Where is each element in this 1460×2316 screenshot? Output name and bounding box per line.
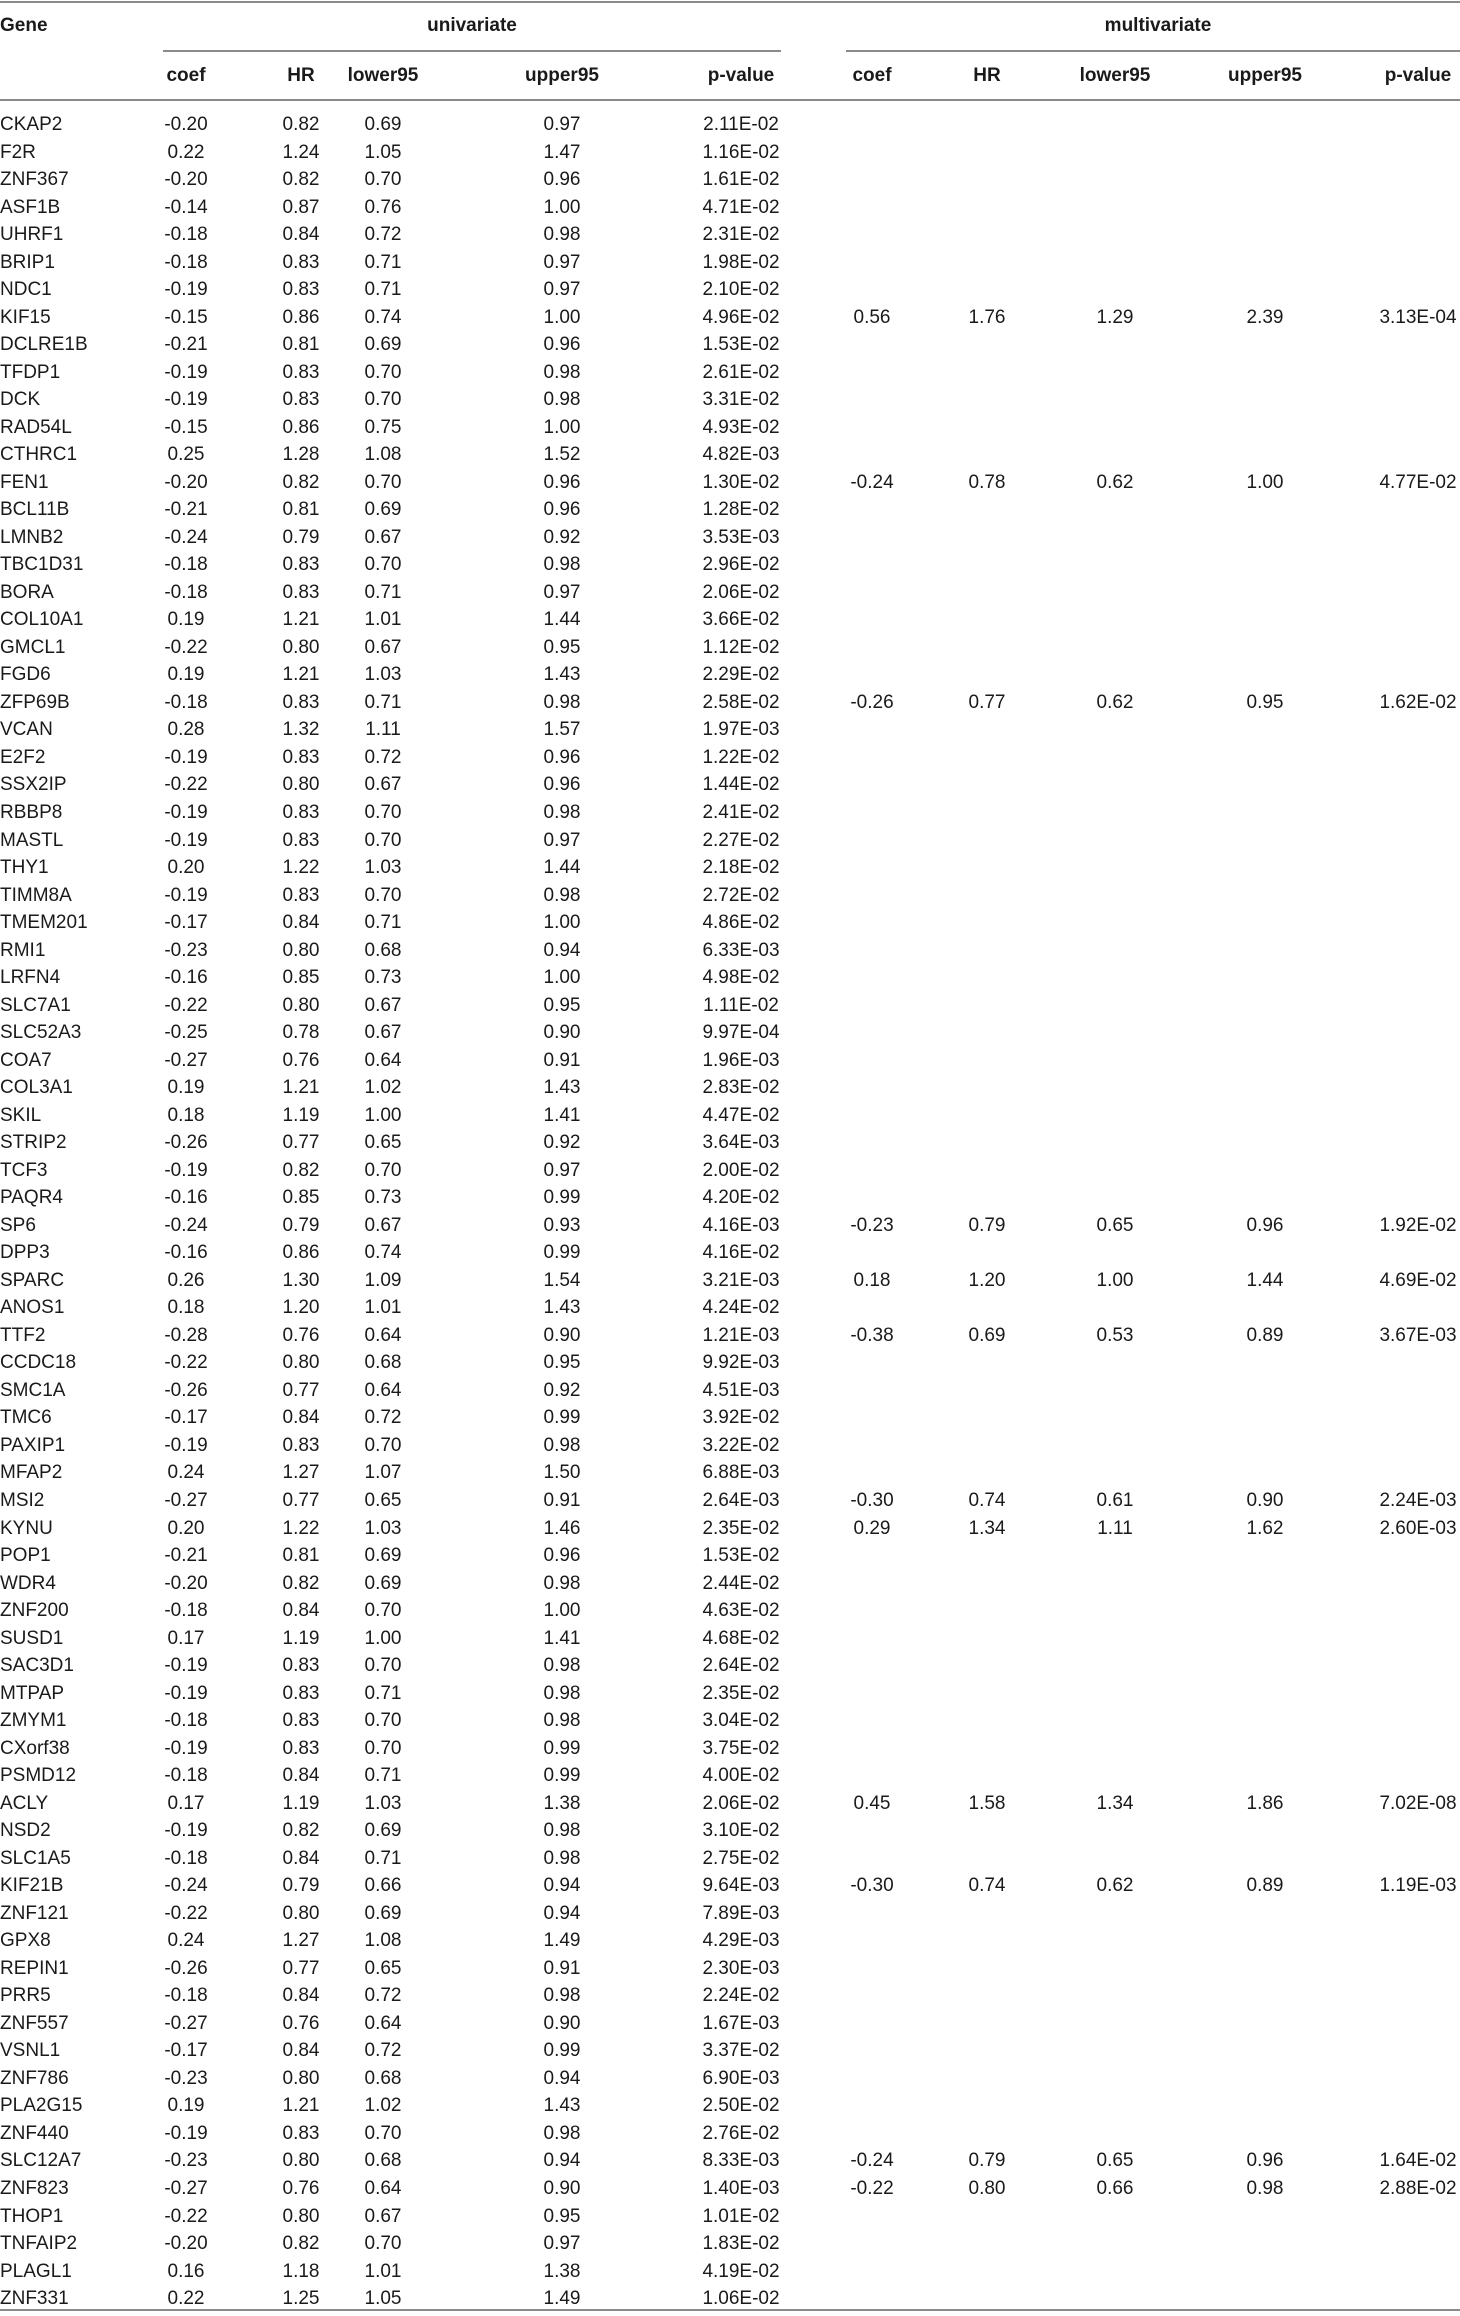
gene-name: MFAP2: [0, 1462, 63, 1483]
gene-name: SKIL: [0, 1105, 42, 1126]
gene-name: BCL11B: [0, 499, 70, 520]
gene-name: ZNF823: [0, 2178, 69, 2199]
gene-name: LRFN4: [0, 967, 61, 988]
gene-name: REPIN1: [0, 1958, 69, 1979]
gene-name: NDC1: [0, 279, 52, 300]
gene-name: LMNB2: [0, 527, 64, 548]
gene-name: STRIP2: [0, 1132, 67, 1153]
gene-name: MSI2: [0, 1490, 45, 1511]
gene-name: MTPAP: [0, 1683, 65, 1704]
gene-name: E2F2: [0, 747, 46, 768]
gene-name: TMEM201: [0, 912, 88, 933]
gene-name: CTHRC1: [0, 444, 78, 465]
gene-name: RBBP8: [0, 802, 63, 823]
gene-name: CXorf38: [0, 1738, 70, 1759]
gene-column-header: Gene: [0, 15, 48, 36]
gene-name: ZNF557: [0, 2013, 69, 2034]
gene-name: NSD2: [0, 1820, 51, 1841]
gene-name: WDR4: [0, 1573, 56, 1594]
results-table: Gene univariate multivariate coef coef HR HR lower95 lower95 upper95 upper95 p-value p-value CKAP2 -0.20 0.82 0.69 0.97 2.11E-02 F2R 0.22 1.24 1.05 1.47 1.16E-02 ZNF367 -0.20 0.82 0.70 0.96 1.61E-02 ASF1B -0.14 0.87 0.76 1.00 4.71E-02 UHRF1 -0.18 0.84 0.72 0.98 2.31E-02 BRIP1 -0.18 0.83 0.71 0.97 1.98E-02 NDC1 -0.19 0.83 0.71 0.97 2.10E-02 KIF15 -0.15 0.86 0.74 1.00 4.96E-02 0.56 1.76 1.29 2.39 3.13E-04 DCLRE1B -0.21 0.81 0.69 0.96 1.53E-02 TFDP1 -0.19 0.83 0.70 0.98 2.61E-02 DCK -0.19 0.83 0.70 0.98 3.31E-02 RAD54L -0.15 0.86 0.75 1.00 4.93E-02 CTHRC1 0.25 1.28 1.08 1.52 4.82E-03 FEN1 -0.20 0.82 0.70 0.96 1.30E-02 -0.24 0.78 0.62 1.00 4.77E-02 BCL11B -0.21 0.81 0.69 0.96 1.28E-02 LMNB2 -0.24 0.79 0.67 0.92 3.53E-03 TBC1D31 -0.18 0.83 0.70 0.98 2.96E-02 BORA -0.18 0.83 0.71 0.97 2.06E-02 COL10A1 0.19 1.21 1.01 1.44 3.66E-02 GMCL1 -0.22 0.80 0.67 0.95 1.12E-02 FGD6 0.19 1.21 1.03 1.43 2.29E-02 ZFP69B -0.18 0.83 0.71 0.98 2.58E-02 -0.26 0.77 0.62 0.95 1.62E-02 VCAN 0.28 1.32 1.11 1.57 1.97E-03 E2F2 -0.19 0.83 0.72 0.96 1.22E-02 SSX2IP -0.22 0.80 0.67 0.96 1.44E-02 RBBP8 -0.19 0.83 0.70 0.98 2.41E-02 MASTL -0.19 0.83 0.70 0.97 2.27E-02 THY1 0.20 1.22 1.03 1.44 2.18E-02 TIMM8A -0.19 0.83 0.70 0.98 2.72E-02 TMEM201 -0.17 0.84 0.71 1.00 4.86E-02 RMI1 -0.23 0.80 0.68 0.94 6.33E-03 LRFN4 -0.16 0.85 0.73 1.00 4.98E-02 SLC7A1 -0.22 0.80 0.67 0.95 1.11E-02 SLC52A3 -0.25 0.78 0.67 0.90 9.97E-04 COA7 -0.27 0.76 0.64 0.91 1.96E-03 COL3A1 0.19 1.21 1.02 1.43 2.83E-02 SKIL 0.18 1.19 1.00 1.41 4.47E-02 STRIP2 -0.26 0.77 0.65 0.92 3.64E-03 TCF3 -0.19 0.82 0.70 0.97 2.00E-02 PAQR4 -0.16 0.85 0.73 0.99 4.20E-02 SP6 -0.24 0.79 0.67 0.93 4.16E-03 -0.23 0.79 0.65 0.96 1.92E-02 DPP3 -0.16 0.86 0.74 0.99 4.16E-02 SPARC 0.26 1.30 1.09 1.54 3.21E-03 0.18 1.20 1.00 1.44 4.69E-02 ANOS1 0.18 1.20 1.01 1.43 4.24E-02 TTF2 -0.28 0.76 0.64 0.90 1.21E-03 -0.38 0.69 0.53 0.89 3.67E-03 CCDC18 -0.22 0.80 0.68 0.95 9.92E-03 SMC1A -0.26 0.77 0.64 0.92 4.51E-03 TMC6 -0.17 0.84 0.72 0.99 3.92E-02 PAXIP1 -0.19 0.83 0.70 0.98 3.22E-02 MFAP2 0.24 1.27 1.07 1.50 6.88E-03 MSI2 -0.27 0.77 0.65 0.91 2.64E-03 -0.30 0.74 0.61 0.90 2.24E-03 KYNU 0.20 1.22 1.03 1.46 2.35E-02 0.29 1.34 1.11 1.62 2.60E-03 POP1 -0.21 0.81 0.69 0.96 1.53E-02 WDR4 -0.20 0.82 0.69 0.98 2.44E-02 ZNF200 -0.18 0.84 0.70 1.00 4.63E-02 SUSD1 0.17 1.19 1.00 1.41 4.68E-02 SAC3D1 -0.19 0.83 0.70 0.98 2.64E-02 MTPAP -0.19 0.83 0.71 0.98 2.35E-02 ZMYM1 -0.18 0.83 0.70 0.98 3.04E-02 CXorf38 -0.19 0.83 0.70 0.99 3.75E-02 PSMD12 -0.18 0.84 0.71 0.99 4.00E-02 ACLY 0.17 1.19 1.03 1.38 2.06E-02 0.45 1.58 1.34 1.86 7.02E-08 NSD2 -0.19 0.82 0.69 0.98 3.10E-02 SLC1A5 -0.18 0.84 0.71 0.98 2.75E-02 KIF21B -0.24 0.79 0.66 0.94 9.64E-03 -0.30 0.74 0.62 0.89 1.19E-03 ZNF121 -0.22 0.80 0.69 0.94 7.89E-03 GPX8 0.24 1.27 1.08 1.49 4.29E-03 REPIN1 -0.26 0.77 0.65 0.91 2.30E-03 PRR5 -0.18 0.84 0.72 0.98 2.24E-02 ZNF557 -0.27 0.76 0.64 0.90 1.67E-03 VSNL1 -0.17 0.84 0.72 0.99 3.37E-02 ZNF786 -0.23 0.80 0.68 0.94 6.90E-03 PLA2G15 0.19 1.21 1.02 1.43 2.50E-02 ZNF440 -0.19 0.83 0.70 0.98 2.76E-02 SLC12A7 -0.23 0.80 0.68 0.94 8.33E-03 -0.24 0.79 0.65 0.96 1.64E-02 ZNF823 -0.27 0.76 0.64 0.90 1.40E-03 -0.22 0.80 0.66 0.98 2.88E-02 THOP1 -0.22 0.80 0.67 0.95 1.01E-02 TNFAIP2 -0.20 0.82 0.70 0.97 1.83E-02 PLAGL1 0.16 1.18 1.01 1.38 4.19E-02 ZNF331 0.22 1.25 1.05 1.49 1.06E-02: [0, 0, 1460, 2316]
multivariate-group-underline: [846, 50, 1460, 52]
gene-name: ASF1B: [0, 197, 61, 218]
gene-name: F2R: [0, 142, 36, 163]
gene-name: BORA: [0, 582, 54, 603]
gene-name: PAXIP1: [0, 1435, 66, 1456]
gene-name: THY1: [0, 857, 49, 878]
gene-name: ZFP69B: [0, 692, 70, 713]
top-rule: [0, 1, 1460, 3]
bottom-rule: [0, 2309, 1460, 2311]
gene-name: SLC12A7: [0, 2150, 82, 2171]
gene-name: DCLRE1B: [0, 334, 88, 355]
gene-name: POP1: [0, 1545, 51, 1566]
gene-name: ZMYM1: [0, 1710, 67, 1731]
gene-name: SLC52A3: [0, 1022, 82, 1043]
gene-name: ZNF121: [0, 1903, 69, 1924]
gene-name: TBC1D31: [0, 554, 84, 575]
gene-name: SLC7A1: [0, 995, 71, 1016]
gene-name: DCK: [0, 389, 41, 410]
gene-name: UHRF1: [0, 224, 64, 245]
gene-name: ZNF440: [0, 2123, 69, 2144]
gene-name: TCF3: [0, 1160, 48, 1181]
gene-name: ACLY: [0, 1793, 49, 1814]
gene-name: COA7: [0, 1050, 52, 1071]
gene-name: COL10A1: [0, 609, 84, 630]
gene-name: THOP1: [0, 2206, 64, 2227]
gene-name: GMCL1: [0, 637, 66, 658]
gene-name: CKAP2: [0, 114, 63, 135]
gene-name: VCAN: [0, 719, 53, 740]
gene-name: GPX8: [0, 1930, 51, 1951]
gene-name: TNFAIP2: [0, 2233, 78, 2254]
gene-name: SAC3D1: [0, 1655, 74, 1676]
gene-name: CCDC18: [0, 1352, 77, 1373]
gene-name: TIMM8A: [0, 885, 72, 906]
gene-name: BRIP1: [0, 252, 55, 273]
gene-name: DPP3: [0, 1242, 50, 1263]
gene-name: PLAGL1: [0, 2261, 72, 2282]
gene-name: TFDP1: [0, 362, 61, 383]
gene-name: KIF15: [0, 307, 51, 328]
gene-name: SLC1A5: [0, 1848, 71, 1869]
gene-name: SP6: [0, 1215, 36, 1236]
gene-name: ZNF331: [0, 2288, 69, 2309]
gene-name: PAQR4: [0, 1187, 64, 1208]
gene-name: TMC6: [0, 1407, 52, 1428]
gene-name: SMC1A: [0, 1380, 66, 1401]
gene-name: KYNU: [0, 1518, 53, 1539]
gene-name: SPARC: [0, 1270, 65, 1291]
gene-name: SUSD1: [0, 1628, 64, 1649]
gene-name: RMI1: [0, 940, 46, 961]
gene-name: FGD6: [0, 664, 51, 685]
gene-name: FEN1: [0, 472, 49, 493]
gene-name: ZNF367: [0, 169, 69, 190]
header-bottom-rule: [0, 99, 1460, 101]
gene-name: PRR5: [0, 1985, 51, 2006]
univariate-group-underline: [163, 50, 781, 52]
gene-name: COL3A1: [0, 1077, 73, 1098]
gene-name: MASTL: [0, 830, 64, 851]
gene-name: VSNL1: [0, 2040, 61, 2061]
gene-name: ANOS1: [0, 1297, 65, 1318]
gene-name: SSX2IP: [0, 774, 67, 795]
gene-name: RAD54L: [0, 417, 72, 438]
gene-name: PLA2G15: [0, 2095, 83, 2116]
gene-name: ZNF200: [0, 1600, 69, 1621]
gene-name: ZNF786: [0, 2068, 69, 2089]
gene-name: KIF21B: [0, 1875, 64, 1896]
gene-name: PSMD12: [0, 1765, 77, 1786]
gene-name: TTF2: [0, 1325, 46, 1346]
